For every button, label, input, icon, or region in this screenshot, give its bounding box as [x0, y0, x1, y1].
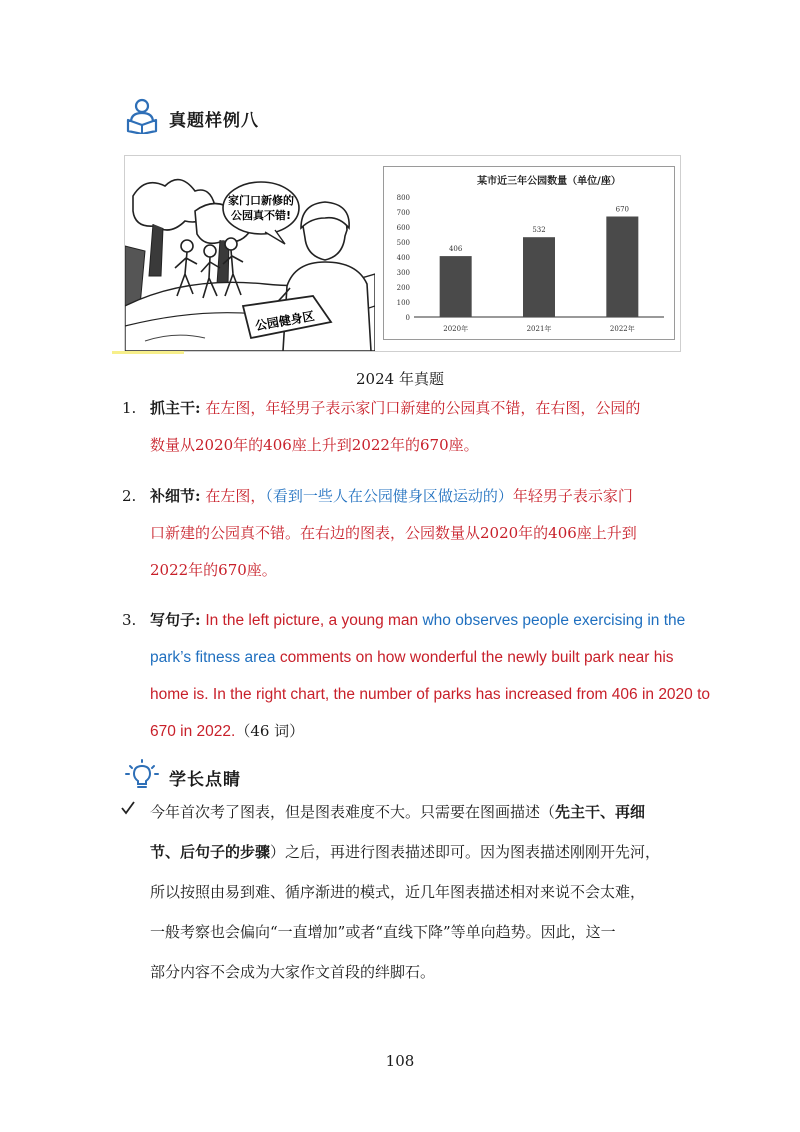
- checkmark-icon: [120, 800, 136, 820]
- bar-chart-svg: [384, 167, 674, 339]
- text-segment: 年轻男子表示家门: [512, 487, 633, 505]
- text-segment: comments on how wonderful the newly built park near his: [279, 649, 674, 666]
- text-segment: who observes people exercising in the: [422, 612, 686, 629]
- y-tick-label: 300: [396, 269, 410, 277]
- text-segment: 口新建的公园真不错。在右边的图表，公园数量从2020年的406座上升到: [150, 524, 637, 542]
- item-label: 抓主干:: [150, 399, 201, 417]
- page-number: 108: [385, 1052, 415, 1070]
- item-line: [150, 676, 710, 713]
- speech-bubble-line-2: 公园真不错!: [230, 209, 292, 222]
- section-title: 真题样例八: [169, 110, 259, 131]
- tips-line: [150, 914, 616, 951]
- text-segment: （46 词）: [235, 722, 305, 740]
- text-segment: 在左图，: [205, 487, 266, 505]
- x-tick-label: 2021年: [526, 325, 552, 333]
- y-tick-label: 600: [396, 224, 410, 232]
- reader-book-icon: [125, 98, 159, 138]
- text-segment: 部分内容不会成为大家作文首段的绊脚石。: [150, 963, 436, 981]
- y-tick-label: 800: [396, 194, 410, 202]
- item-label: 补细节:: [150, 487, 201, 505]
- figure-caption: 2024 年真题: [356, 370, 444, 388]
- lightbulb-icon: [125, 759, 159, 795]
- x-tick-label: 2020年: [443, 325, 469, 333]
- y-tick-label: 200: [396, 284, 410, 292]
- y-tick-label: 500: [396, 239, 410, 247]
- text-segment: In the left picture, a young man: [205, 612, 423, 629]
- text-segment: ）之后，再进行图表描述即可。因为图表描述刚刚开先河，: [270, 843, 661, 861]
- text-segment: home is. In the right chart, the number of parks has increased from 406 in 2020 to: [150, 686, 711, 703]
- item-line: [150, 602, 685, 639]
- item-line: [150, 515, 637, 552]
- text-segment: （看到一些人在公园健身区做运动的）: [265, 487, 513, 505]
- cartoon-illustration: [125, 156, 375, 351]
- sign-text: 公园健身区: [254, 308, 316, 334]
- tips-line: [150, 834, 660, 871]
- text-segment: 今年首次考了图表，但是图表难度不大。只需要在图画描述（: [150, 803, 556, 821]
- chart-title: 某市近三年公园数量（单位/座）: [477, 176, 621, 187]
- y-tick-label: 700: [396, 209, 410, 217]
- item-line: [150, 552, 277, 589]
- speech-bubble-line-1: 家门口新修的: [228, 194, 294, 207]
- tips-line: [150, 954, 435, 991]
- x-tick-label: 2022年: [609, 325, 635, 333]
- park-count-chart: [383, 166, 675, 340]
- item-line: [150, 639, 674, 676]
- text-segment: 先主干、再细: [555, 803, 646, 821]
- y-tick-label: 0: [405, 314, 410, 322]
- highlight-strip: [112, 351, 184, 354]
- text-segment: 所以按照由易到难、循序渐进的模式，近几年图表描述相对来说不会太难，: [150, 883, 646, 901]
- y-tick-label: 400: [396, 254, 410, 262]
- bar-2022年: [606, 217, 638, 318]
- tips-line: [150, 794, 645, 831]
- tips-title: 学长点睛: [169, 769, 241, 790]
- item-number: 3.: [122, 611, 137, 629]
- item-line: [150, 390, 640, 427]
- item-line: [150, 478, 633, 515]
- bar-2021年: [523, 237, 555, 317]
- text-segment: 节、后句子的步骤: [150, 843, 271, 861]
- section-heading: [125, 98, 259, 138]
- bar-value-label: 532: [532, 226, 546, 235]
- exam-figure: [124, 155, 681, 352]
- item-line: [150, 427, 479, 464]
- bar-value-label: 406: [448, 245, 463, 254]
- text-segment: 数量从2020年的406座上升到2022年的670座。: [150, 436, 479, 454]
- text-segment: park’s fitness area: [150, 649, 280, 666]
- text-segment: 2022年的670座。: [150, 561, 277, 579]
- bar-2020年: [440, 256, 472, 317]
- item-line: [150, 713, 304, 750]
- text-segment: 670 in 2022.: [150, 723, 236, 740]
- text-segment: 一般考察也会偏向“一直增加”或者“直线下降”等单向趋势。因此，这一: [150, 923, 616, 941]
- tips-line: [150, 874, 645, 911]
- item-number: 1.: [122, 399, 137, 417]
- y-tick-label: 100: [396, 299, 410, 307]
- item-label: 写句子:: [150, 611, 201, 629]
- bar-value-label: 670: [615, 205, 630, 214]
- item-number: 2.: [122, 487, 137, 505]
- tips-heading: [125, 759, 241, 795]
- text-segment: 在左图，年轻男子表示家门口新建的公园真不错，在右图，公园的: [205, 399, 641, 417]
